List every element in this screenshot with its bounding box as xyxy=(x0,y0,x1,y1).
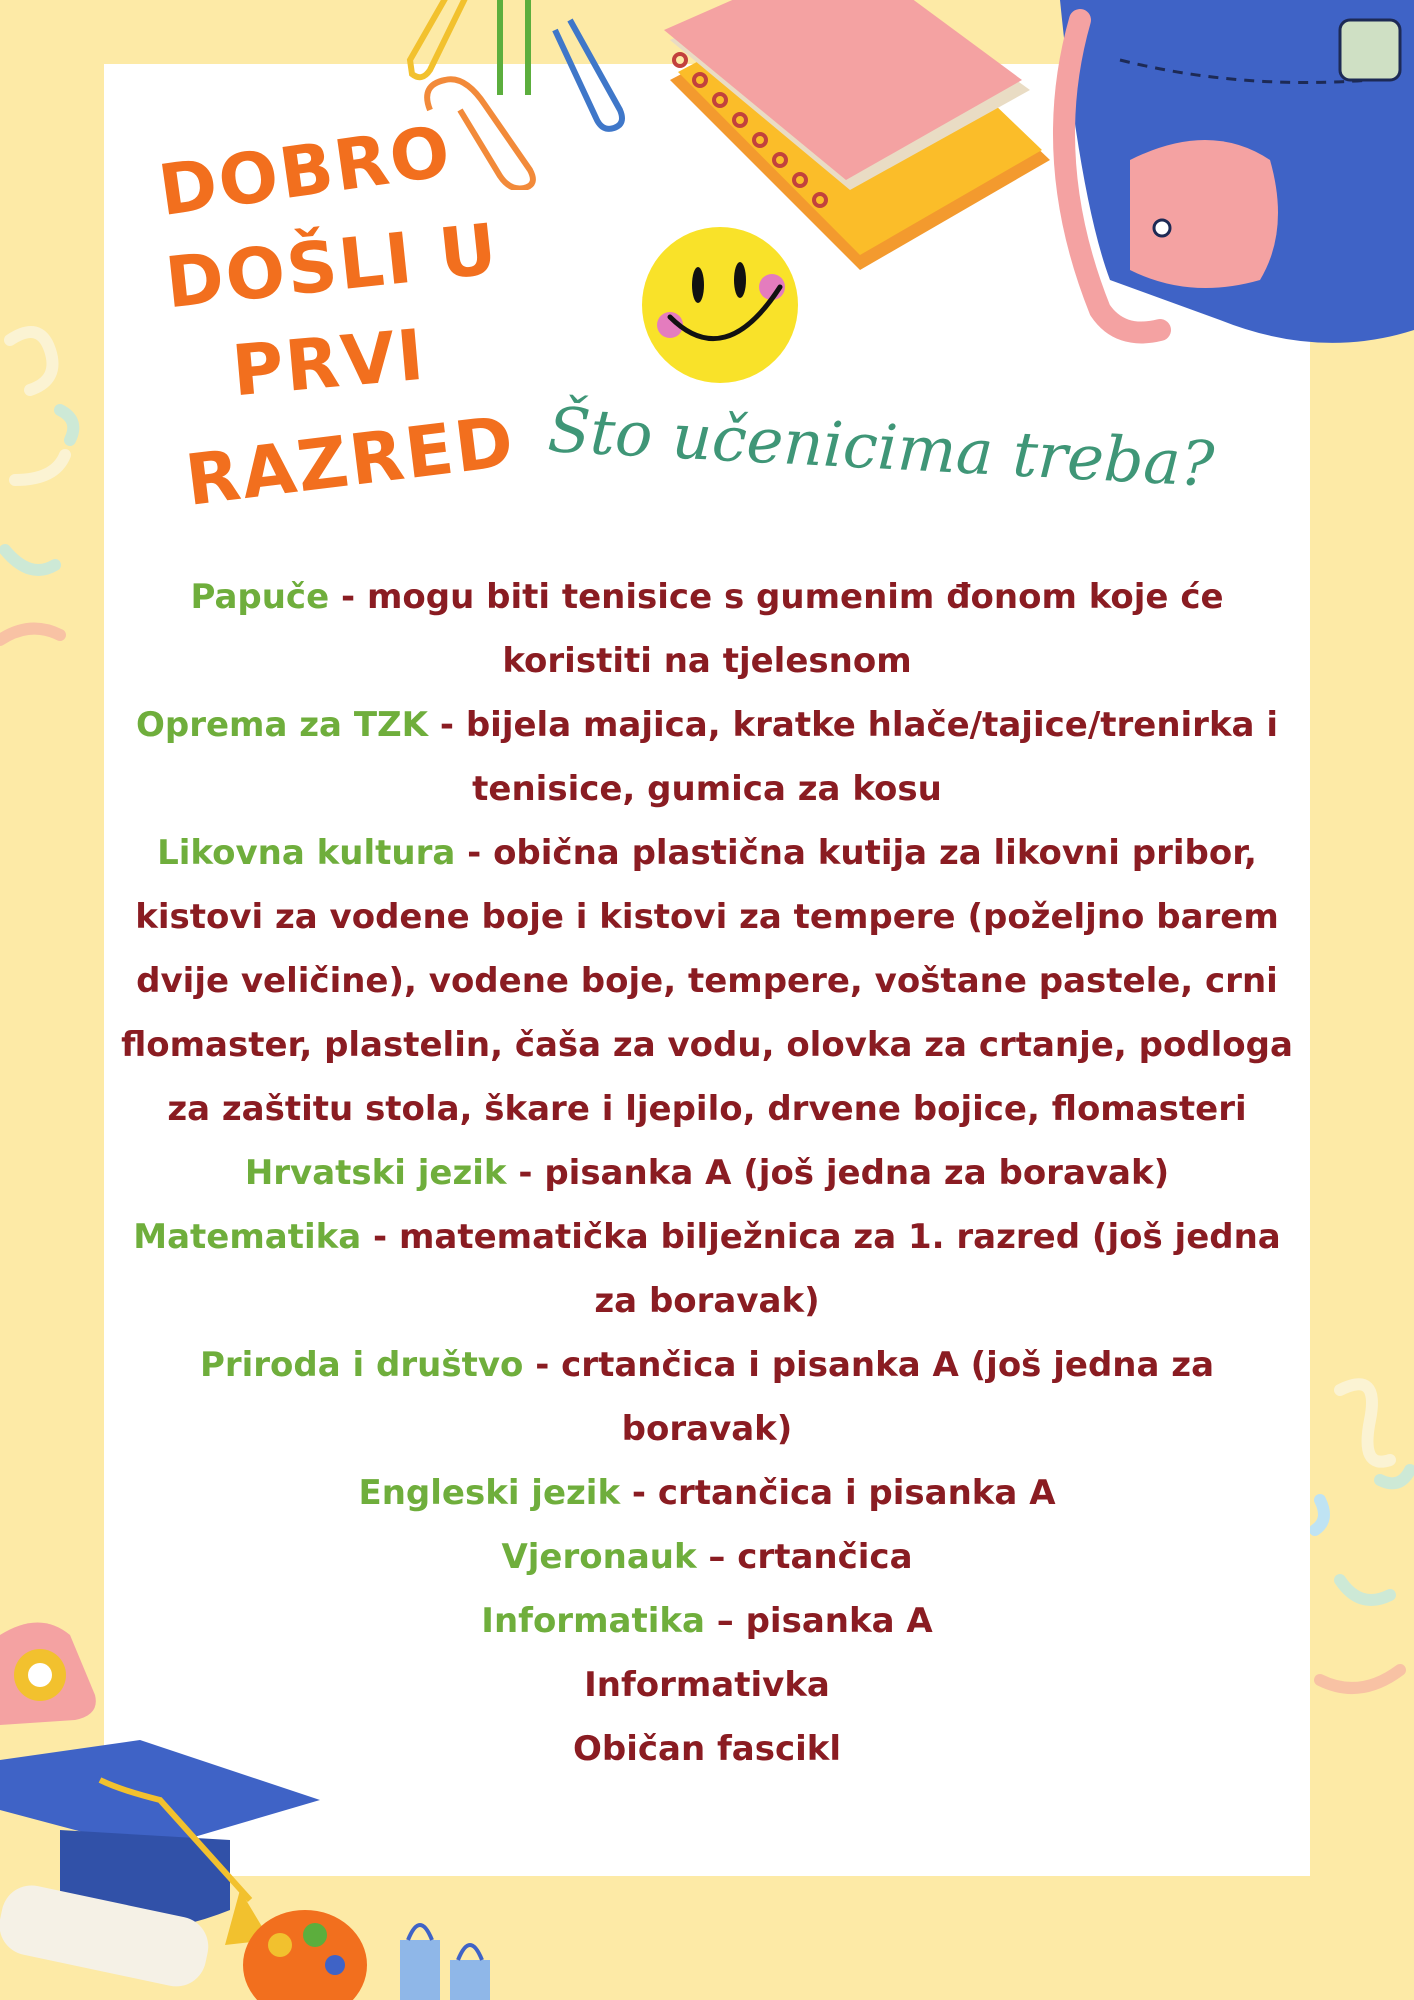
list-item xyxy=(114,1205,1300,1333)
item-separator: – xyxy=(704,1601,746,1641)
item-text: crtančica xyxy=(737,1537,913,1577)
item-separator: - xyxy=(523,1345,562,1385)
item-separator: - xyxy=(428,705,466,745)
item-separator: - xyxy=(361,1217,399,1257)
item-separator: - xyxy=(455,833,494,873)
item-label: Vjeronauk xyxy=(501,1537,697,1577)
item-label: Informatika xyxy=(481,1601,705,1641)
page-subtitle: Što učenicima treba? xyxy=(546,393,1216,501)
list-item xyxy=(114,821,1300,1141)
list-item xyxy=(114,1717,1300,1781)
item-separator: – xyxy=(696,1537,738,1577)
confetti-squiggle-icon xyxy=(0,310,110,690)
list-item xyxy=(114,1333,1300,1461)
page-title-line: DOŠLI U xyxy=(161,207,503,325)
item-separator: - xyxy=(506,1153,545,1193)
list-item xyxy=(114,1589,1300,1653)
item-label: Oprema za TZK xyxy=(135,705,429,745)
binder-clip-icon xyxy=(390,1920,510,2000)
list-item xyxy=(114,693,1300,821)
smiley-icon xyxy=(640,225,800,385)
supply-list xyxy=(114,565,1300,1781)
item-text: crtančica i pisanka A (još jedna za boravak) xyxy=(561,1345,1215,1449)
item-text: mogu biti tenisice s gumenim đonom koje će koristiti na tjelesnom xyxy=(366,577,1224,681)
item-label: Papuče xyxy=(190,577,330,617)
item-separator: - xyxy=(620,1473,658,1513)
item-separator: - xyxy=(329,577,367,617)
page-title-line: DOBRO xyxy=(153,109,457,233)
item-label: Hrvatski jezik xyxy=(244,1153,507,1193)
list-item xyxy=(114,1653,1300,1717)
item-text: Običan fascikl xyxy=(572,1729,842,1769)
item-text: obična plastična kutija za likovni pribor, kistovi za vodene boje i kistovi za tempere (poželjno barem dvije veličine), vodene boje, tempere, voštane pastele, crni flomaster, plastelin, čaša za vodu, olovka za crtanje, podloga za zaštitu stola, škare i ljepilo, drvene bojice, flomasteri xyxy=(121,833,1293,1129)
item-text: pisanka A (još jedna za boravak) xyxy=(544,1153,1170,1193)
page-title-line: RAZRED xyxy=(181,400,520,522)
list-item xyxy=(114,1141,1300,1205)
confetti-squiggle-icon xyxy=(1310,1360,1414,1740)
paint-palette-icon xyxy=(240,1895,370,2000)
item-text: Informativka xyxy=(584,1665,830,1705)
item-text: crtančica i pisanka A xyxy=(657,1473,1056,1513)
tape-dispenser-icon xyxy=(0,1615,100,1725)
list-item xyxy=(114,1525,1300,1589)
list-item xyxy=(114,565,1300,693)
item-label: Likovna kultura xyxy=(157,833,456,873)
item-label: Matematika xyxy=(133,1217,362,1257)
page-title-line: PRVI xyxy=(228,313,429,413)
backpack-icon xyxy=(1020,0,1414,360)
item-label: Engleski jezik xyxy=(358,1473,621,1513)
item-label: Priroda i društvo xyxy=(199,1345,524,1385)
item-text: pisanka A xyxy=(745,1601,933,1641)
item-text: matematička bilježnica za 1. razred (još jedna za boravak) xyxy=(398,1217,1281,1321)
item-text: bijela majica, kratke hlače/tajice/trenirka i tenisice, gumica za kosu xyxy=(465,705,1278,809)
list-item xyxy=(114,1461,1300,1525)
